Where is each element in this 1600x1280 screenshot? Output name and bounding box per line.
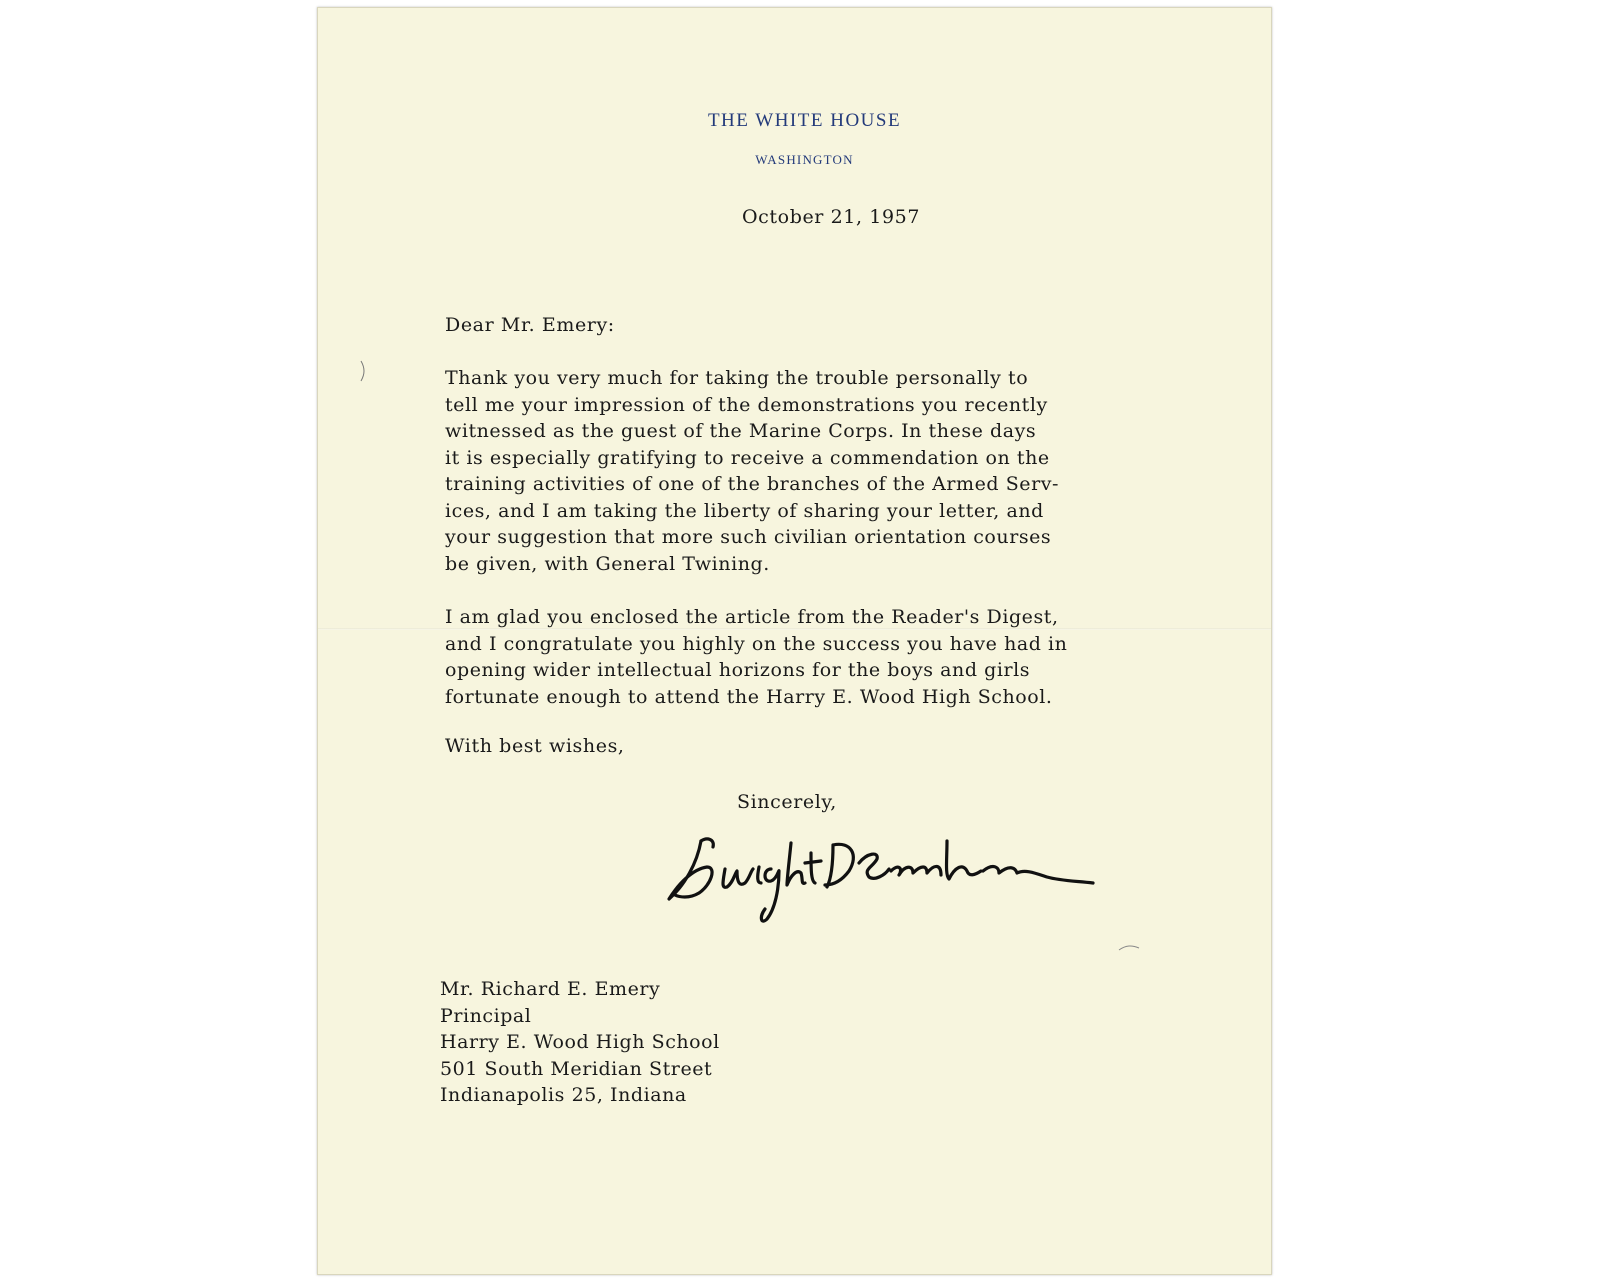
address-line: 501 South Meridian Street [440, 1057, 713, 1080]
body-line: be given, with General Twining. [445, 552, 770, 575]
closing: Sincerely, [737, 791, 837, 813]
best-wishes: With best wishes, [445, 735, 625, 757]
paper-mark [1118, 944, 1140, 952]
body-paragraph-2 [445, 604, 1067, 710]
letter-date: October 21, 1957 [742, 206, 921, 228]
body-line: Thank you very much for taking the trouble personally to [445, 367, 1029, 389]
margin-mark [360, 360, 366, 382]
letterhead-title: THE WHITE HOUSE [707, 110, 902, 131]
salutation: Dear Mr. Emery: [445, 314, 615, 336]
body-paragraph-1 [445, 365, 1059, 577]
body-line: I am glad you enclosed the article from the Reader's Digest, [445, 606, 1059, 628]
body-line: witnessed as the guest of the Marine Corps. In these days [445, 420, 1037, 442]
body-line: and I congratulate you highly on the success you have had in [445, 632, 1068, 655]
address-line: Mr. Richard E. Emery [440, 978, 661, 1000]
body-line: fortunate enough to attend the Harry E. Wood High School. [445, 685, 1053, 708]
body-line: opening wider intellectual horizons for the boys and girls [445, 659, 1031, 681]
address-line: Principal [440, 1004, 532, 1027]
body-line: tell me your impression of the demonstrations you recently [445, 393, 1048, 416]
body-line: your suggestion that more such civilian orientation courses [445, 526, 1052, 548]
recipient-address [440, 976, 720, 1109]
letterhead-location: WASHINGTON [755, 152, 854, 167]
body-line: it is especially gratifying to receive a commendation on the [445, 446, 1050, 469]
letter-page [317, 7, 1272, 1275]
body-line: training activities of one of the branches of the Armed Serv- [445, 473, 1059, 495]
body-line: ices, and I am taking the liberty of sharing your letter, and [445, 499, 1044, 522]
address-line: Indianapolis 25, Indiana [440, 1084, 687, 1106]
address-line: Harry E. Wood High School [440, 1031, 720, 1053]
signature-icon [663, 823, 1183, 933]
